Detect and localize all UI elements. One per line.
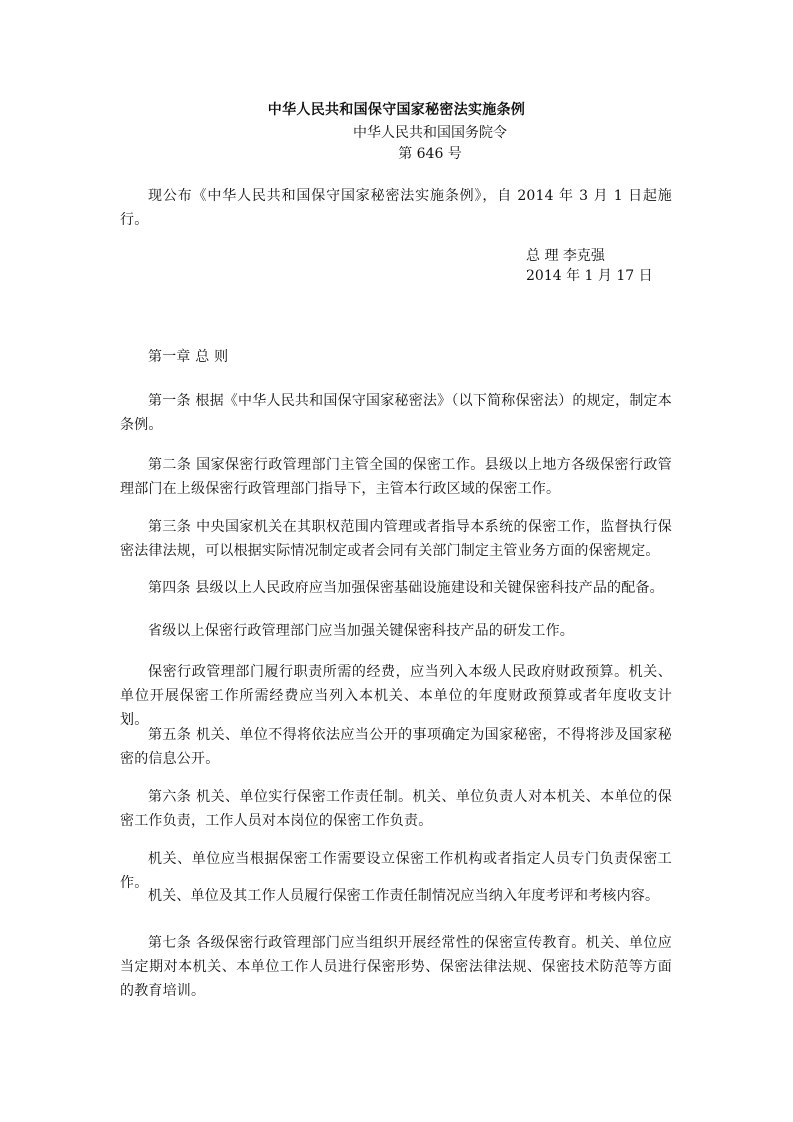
signature-date: 2014 年 1 月 17 日 <box>526 268 653 284</box>
article-paragraph: 第七条 各级保密行政管理部门应当组织开展经常性的保密宣传教育。机关、单位应当定期对本机关、本单位工作人员进行保密形势、保密法律法规、保密技术防范等方面的教育培训。 <box>120 935 672 999</box>
promulgation-text: 现公布《中华人民共和国保守国家秘密法实施条例》，自 2014 年 3 月 1 日起施行。 <box>120 188 672 228</box>
chapter-heading: 第一章 总 则 <box>148 349 229 365</box>
document-title: 中华人民共和国保守国家秘密法实施条例 <box>267 102 526 118</box>
signatory: 总 理 李克强 <box>526 248 605 264</box>
article-paragraph: 第四条 县级以上人民政府应当加强保密基础设施建设和关键保密科技产品的配备。 <box>148 580 664 596</box>
article-paragraph: 机关、单位及其工作人员履行保密工作责任制情况应当纳入年度考评和考核内容。 <box>148 888 660 904</box>
article-paragraph: 第三条 中央国家机关在其职权范围内管理或者指导本系统的保密工作，监督执行保密法律法规，可以根据实际情况制定或者会同有关部门制定主管业务方面的保密规定。 <box>120 519 672 559</box>
article-paragraph: 省级以上保密行政管理部门应当加强关键保密科技产品的研发工作。 <box>148 623 574 639</box>
article-paragraph: 机关、单位应当根据保密工作需要设立保密工作机构或者指定人员专门负责保密工作。 <box>120 851 672 891</box>
article-paragraph: 第二条 国家保密行政管理部门主管全国的保密工作。县级以上地方各级保密行政管理部门在上级保密行政管理部门指导下，主管本行政区域的保密工作。 <box>120 457 672 497</box>
issuer-line: 中华人民共和国国务院令 <box>353 125 507 141</box>
article-paragraph: 保密行政管理部门履行职责所需的经费，应当列入本级人民政府财政预算。机关、单位开展保密工作所需经费应当列入本机关、本单位的年度财政预算或者年度收支计划。 <box>120 664 672 728</box>
article-paragraph: 第一条 根据《中华人民共和国保守国家秘密法》（以下简称保密法）的规定，制定本条例。 <box>120 393 672 433</box>
article-paragraph: 第五条 机关、单位不得将依法应当公开的事项确定为国家秘密，不得将涉及国家秘密的信息公开。 <box>120 727 672 767</box>
order-number: 第 646 号 <box>398 146 462 162</box>
article-paragraph: 第六条 机关、单位实行保密工作责任制。机关、单位负责人对本机关、本单位的保密工作负责，工作人员对本岗位的保密工作负责。 <box>120 789 672 829</box>
